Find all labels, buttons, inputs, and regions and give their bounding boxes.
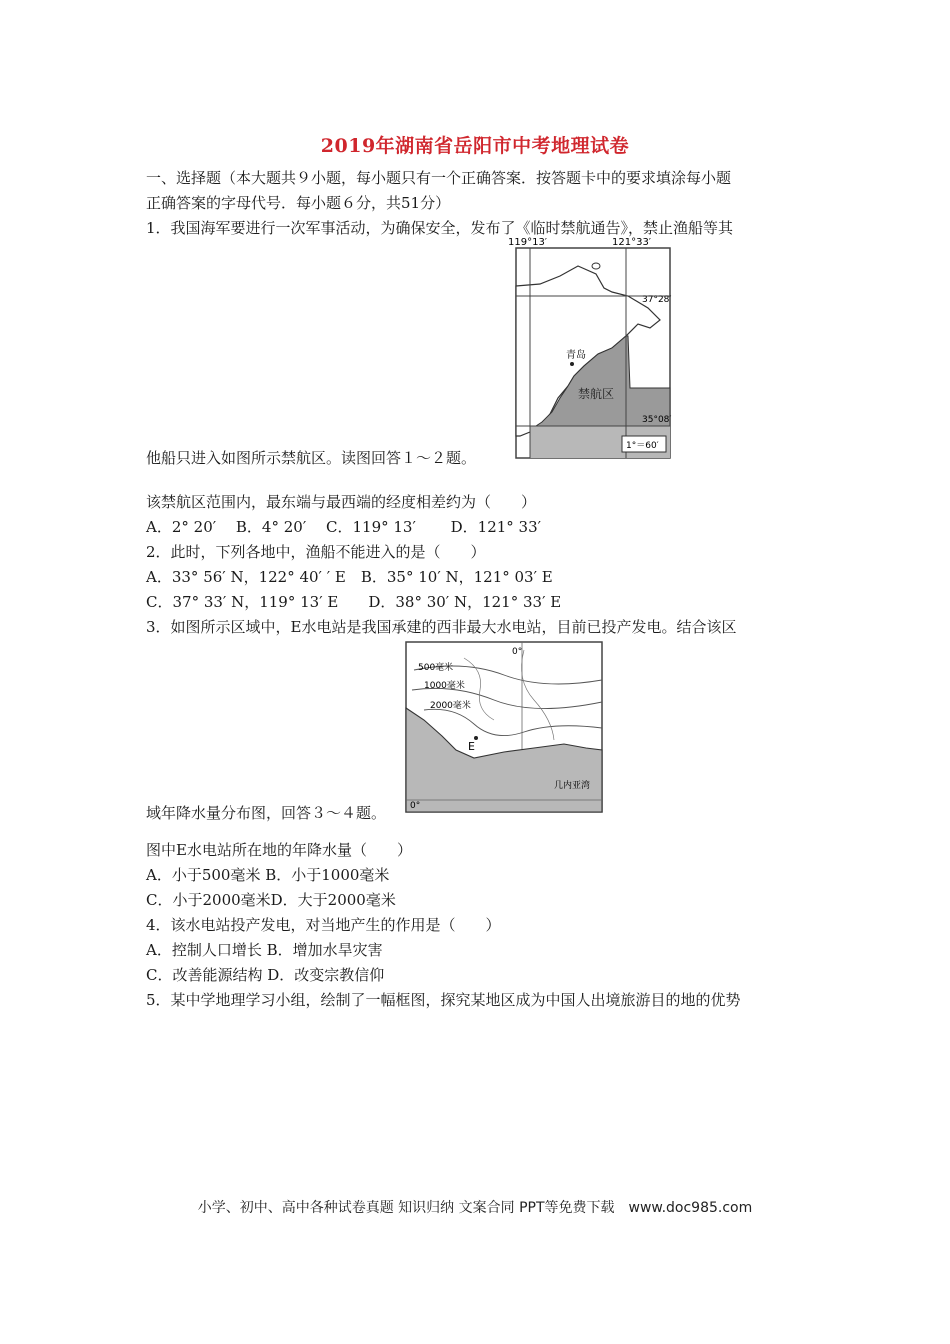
question-4-stem: 4．该水电站投产发电，对当地产生的作用是（ ） bbox=[146, 916, 501, 934]
question-2-options-ab: A．33° 56′ N，122° 40′ ′ E B．35° 10′ N，121° 03′ E bbox=[146, 568, 553, 586]
section-instructions-line1: 一、选择题（本大题共９小题，每小题只有一个正确答案．按答题卡中的要求填涂每小题 bbox=[146, 169, 732, 187]
question-2-options-cd: C．37° 33′ N，119° 13′ E D．38° 30′ N，121° 33′ E bbox=[146, 593, 562, 611]
isohyet-500-label: 500毫米 bbox=[418, 663, 454, 673]
question-2-stem: 2．此时，下列各地中，渔船不能进入的是（ ） bbox=[146, 543, 486, 561]
zone-label: 禁航区 bbox=[578, 387, 615, 401]
lat-bottom-label: 35°08′ bbox=[642, 415, 672, 425]
question-3-text-line1: 3．如图所示区域中，E水电站是我国承建的西非最大水电站，目前已投产发电。结合该区 bbox=[146, 618, 737, 636]
question-1-text-line2: 他船只进入如图所示禁航区。读图回答１～２题。 bbox=[146, 449, 477, 467]
question-3-text-line2: 域年降水量分布图，回答３～４题。 bbox=[146, 804, 387, 822]
question-1-text-line1: 1．我国海军要进行一次军事活动，为确保安全，发布了《临时禁航通告》，禁止渔船等其 bbox=[146, 219, 734, 237]
page-title: 2019年湖南省岳阳市中考地理试卷 bbox=[320, 135, 630, 157]
section-instructions-line2: 正确答案的字母代号．每小题６分，共51分） bbox=[146, 194, 451, 212]
no-navigation-zone-map bbox=[500, 236, 680, 464]
city-label: 青岛 bbox=[566, 350, 586, 361]
lon-right-label: 121°33′ bbox=[612, 237, 652, 248]
question-5-text-line1: 5．某中学地理学习小组，绘制了一幅框图，探究某地区成为中国人出境旅游目的地的优势 bbox=[146, 991, 741, 1009]
question-3-options-ab: A．小于500毫米 B．小于1000毫米 bbox=[146, 866, 390, 884]
station-label: E bbox=[468, 740, 475, 753]
question-3-options-cd: C．小于2000毫米D．大于2000毫米 bbox=[146, 891, 396, 909]
question-1-stem: 该禁航区范围内，最东端与最西端的经度相差约为（ ） bbox=[146, 493, 537, 511]
precipitation-map bbox=[404, 640, 606, 816]
meridian-label: 0° bbox=[512, 647, 523, 657]
isohyet-1000-label: 1000毫米 bbox=[424, 681, 465, 691]
scale-label: 1°＝60′ bbox=[626, 441, 659, 451]
question-3-stem: 图中E水电站所在地的年降水量（ ） bbox=[146, 841, 412, 859]
gulf-label: 几内亚湾 bbox=[554, 781, 591, 791]
lon-left-label: 119°13′ bbox=[508, 237, 548, 248]
isohyet-2000-label: 2000毫米 bbox=[430, 701, 471, 711]
question-4-options-cd: C．改善能源结构 D．改变宗教信仰 bbox=[146, 966, 385, 984]
page-footer: 小学、初中、高中各种试卷真题 知识归纳 文案合同 PPT等免费下载 www.doc985.com bbox=[197, 1200, 753, 1216]
equator-label: 0° bbox=[410, 801, 421, 811]
lat-top-label: 37°28′ bbox=[642, 295, 672, 305]
question-1-options: A．2° 20′ B．4° 20′ C．119° 13′ D．121° 33′ bbox=[146, 518, 542, 536]
question-4-options-ab: A．控制人口增长 B．增加水旱灾害 bbox=[146, 941, 383, 959]
